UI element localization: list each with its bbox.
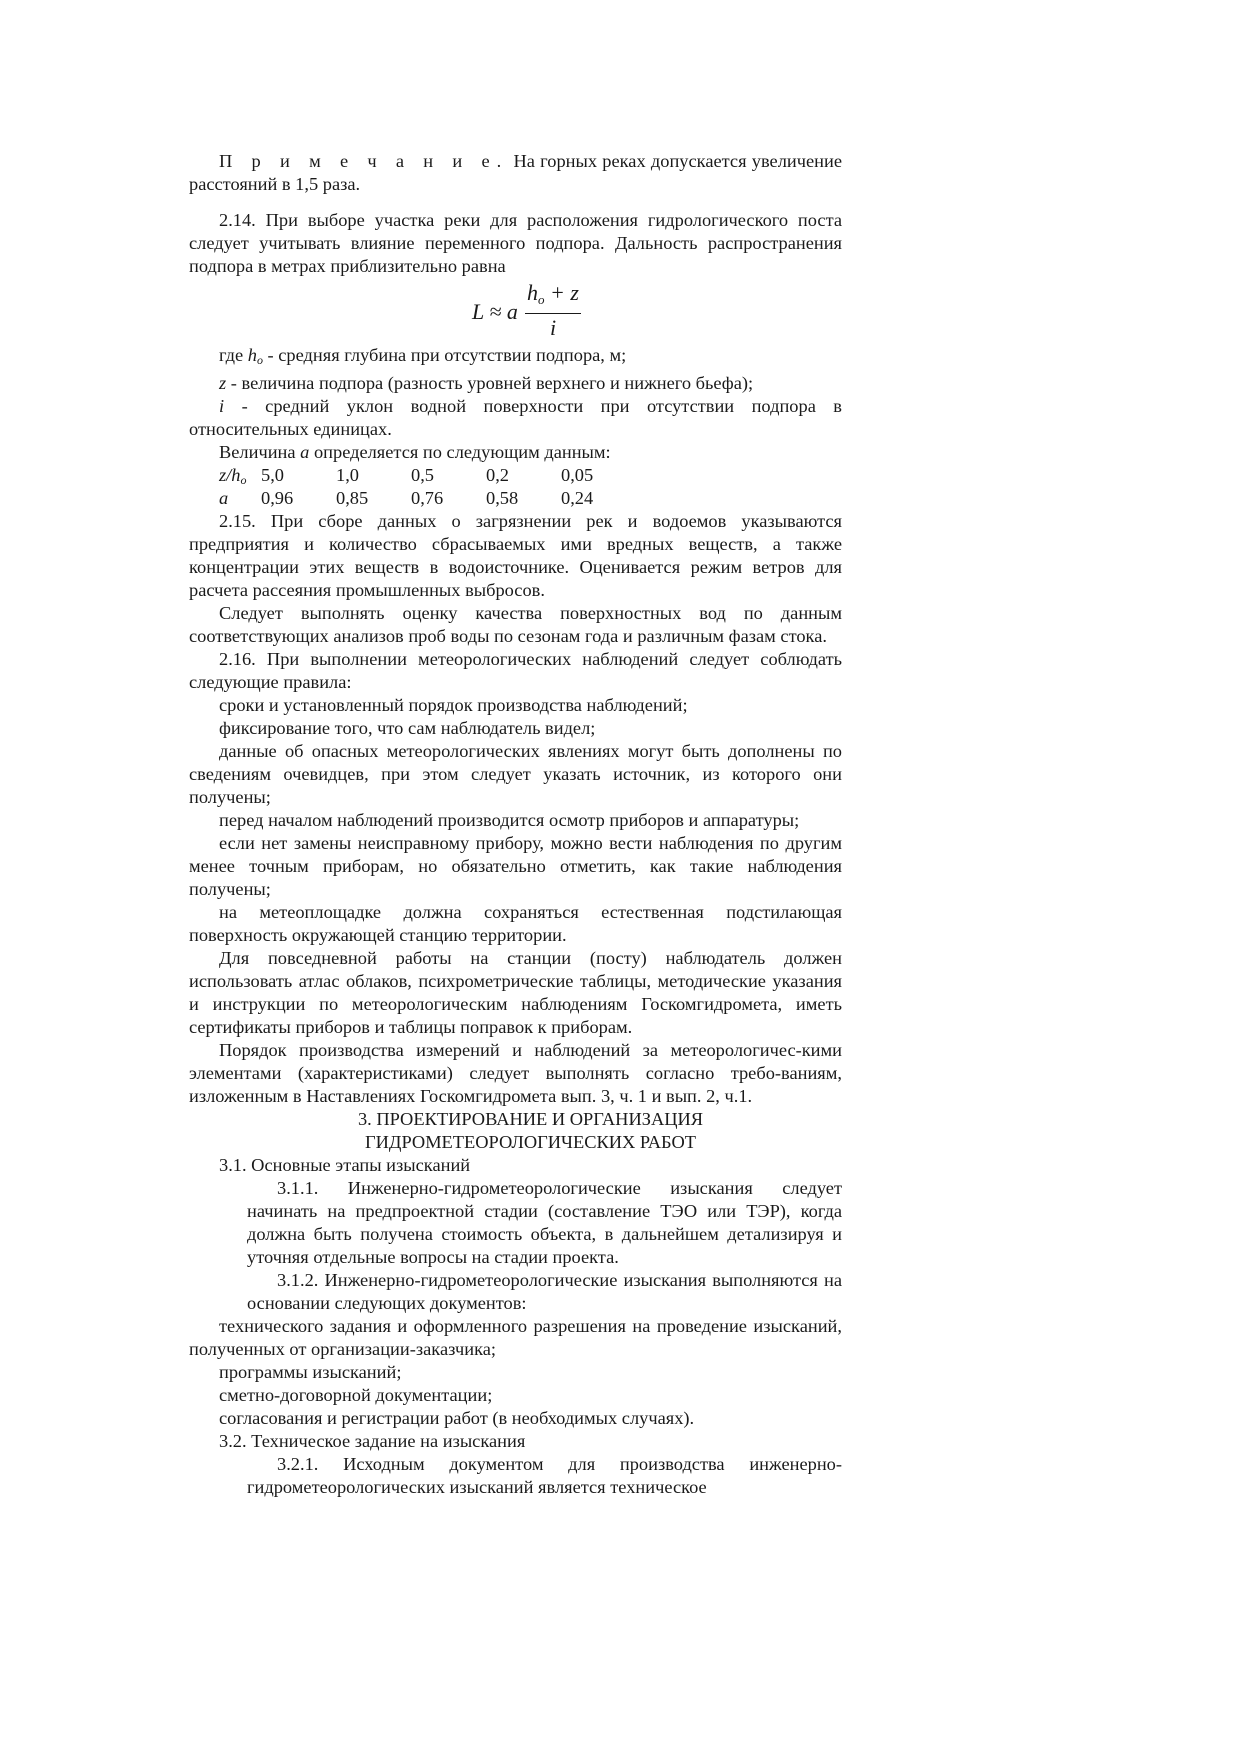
- paragraph-3-1-1: 3.1.1. Инженерно-гидрометеорологические изыскания следует начинать на предпроектной стадии (составление ТЭО или ТЭР), когда должна быть получена стоимость объекта, в дальнейшем детализируя и уточняя отдельные вопросы на стадии проекта.: [247, 1178, 842, 1267]
- section-3-title: [189, 1108, 842, 1154]
- formula-numerator: [525, 280, 581, 314]
- formula-denominator: i: [549, 315, 557, 340]
- table-row: [219, 464, 842, 487]
- where-h: [189, 344, 842, 372]
- section-title-line: 3. ПРОЕКТИРОВАНИЕ И ОРГАНИЗАЦИЯ: [357, 1109, 704, 1129]
- paragraph-2-15: 2.15. При сборе данных о загрязнении рек и водоемов указываются предприятия и количество сбрасываемых ими вредных веществ, а также концентрации этих веществ в водоисточнике. Оценивается режим ветров для расчета рассеяния промышленных выбросов.: [189, 511, 842, 600]
- table-cell: 5,0: [261, 465, 284, 485]
- var-h: h: [247, 345, 257, 365]
- paragraph-2-14: 2.14. При выборе участка реки для расположения гидрологического поста следует учитывать влияние переменного подпора. Дальность распространения подпора в метрах приблизительно равна: [189, 210, 842, 276]
- table-row: [219, 487, 842, 510]
- paragraph-quality: Следует выполнять оценку качества поверхностных вод по данным соответствующих анализов проб воды по сезонам года и различным фазам стока.: [189, 603, 842, 646]
- table-cell: 1,0: [336, 465, 359, 485]
- formula-plus-z: + z: [544, 280, 579, 305]
- var-z: z: [219, 373, 227, 393]
- table-cell: 0,76: [411, 488, 444, 508]
- a-intro: [189, 441, 842, 464]
- backwater-formula: [189, 280, 842, 340]
- table-cell: 0,85: [336, 488, 369, 508]
- document-item: сметно-договорной документации;: [219, 1385, 493, 1405]
- document-item: технического задания и оформленного разрешения на проведение изысканий, полученных от организации-заказчика;: [189, 1316, 842, 1359]
- paragraph-2-16: 2.16. При выполнении метеорологических наблюдений следует соблюдать следующие правила:: [189, 649, 842, 692]
- note-label: П р и м е ч а н и е.: [219, 151, 509, 171]
- rule-item: на метеоплощадке должна сохраняться естественная подстилающая поверхность окружающей станцию территории.: [189, 902, 842, 945]
- coefficient-table: [189, 464, 842, 510]
- paragraph-3-2-1: 3.2.1. Исходным документом для производства инженерно-гидрометеорологических изысканий является техническое: [247, 1454, 842, 1497]
- var-h-sub: o: [256, 353, 263, 367]
- where-h-text: - средняя глубина при отсутствии подпора, м;: [262, 345, 627, 365]
- rule-item: перед началом наблюдений производится осмотр приборов и аппаратуры;: [219, 810, 800, 830]
- row-header-sub: o: [240, 473, 247, 487]
- table-cell: 0,05: [561, 465, 594, 485]
- document-item: программы изысканий;: [219, 1362, 402, 1382]
- where-z-text: - величина подпора (разность уровней верхнего и нижнего бьефа);: [226, 373, 754, 393]
- rule-item: если нет замены неисправному прибору, можно вести наблюдения по другим менее точным приборам, но обязательно отметить, как такие наблюдения получены;: [189, 833, 842, 899]
- table-cell: 0,5: [411, 465, 434, 485]
- paragraph-order: Порядок производства измерений и наблюдений за метеорологичес-кими элементами (характеристиками) следует выполнять согласно требо-ваниям, изложенным в Наставлениях Госкомгидромета вып. 3, ч. 1 и вып. 2, ч.1.: [189, 1040, 842, 1106]
- where-i-text: - средний уклон водной поверхности при отсутствии подпора в относительных единицах.: [189, 396, 842, 439]
- table-cell: 0,58: [486, 488, 519, 508]
- a-intro-before: Величина: [219, 442, 301, 462]
- row-header-text: z/h: [219, 465, 241, 485]
- section-title-line: ГИДРОМЕТЕОРОЛОГИЧЕСКИХ РАБОТ: [365, 1132, 696, 1152]
- table-cell: 0,96: [261, 488, 294, 508]
- formula-h: h: [527, 280, 539, 305]
- document-item: согласования и регистрации работ (в необходимых случаях).: [219, 1408, 695, 1428]
- var-i: i: [219, 396, 225, 416]
- rule-item: сроки и установленный порядок производства наблюдений;: [219, 695, 688, 715]
- table-row-header: a: [219, 488, 229, 508]
- note-text: На горных реках допускается увеличение расстояний в 1,5 раза.: [189, 151, 842, 194]
- where-prefix: где: [219, 345, 248, 365]
- where-i: [189, 395, 842, 441]
- paragraph-daily-work: Для повседневной работы на станции (посту) наблюдатель должен использовать атлас облаков, психрометрические таблицы, методические указания и инструкции по метеорологическим наблюдениям Госкомгидромета, иметь сертификаты приборов и таблицы поправок к приборам.: [189, 948, 842, 1037]
- a-intro-after: определяется по следующим данным:: [309, 442, 611, 462]
- table-row-header: [219, 464, 261, 487]
- subsection-3-2-heading: 3.2. Техническое задание на изыскания: [219, 1431, 526, 1451]
- page-content: [189, 150, 842, 1499]
- formula-h-sub: o: [538, 292, 545, 307]
- table-cell: 0,24: [561, 488, 594, 508]
- table-cell: 0,2: [486, 465, 509, 485]
- note-paragraph: [189, 150, 842, 196]
- rule-item: фиксирование того, что сам наблюдатель видел;: [219, 718, 596, 738]
- paragraph-3-1-2: 3.1.2. Инженерно-гидрометеорологические изыскания выполняются на основании следующих документов:: [247, 1270, 842, 1313]
- where-z: [189, 372, 842, 395]
- formula-lhs: L ≈ a: [472, 299, 518, 324]
- subsection-3-1-heading: 3.1. Основные этапы изысканий: [219, 1155, 471, 1175]
- formula-fraction: [525, 280, 581, 342]
- rule-item: данные об опасных метеорологических явлениях могут быть дополнены по сведениям очевидцев, при этом следует указать источник, из которого они получены;: [189, 741, 842, 807]
- var-a: a: [300, 442, 310, 462]
